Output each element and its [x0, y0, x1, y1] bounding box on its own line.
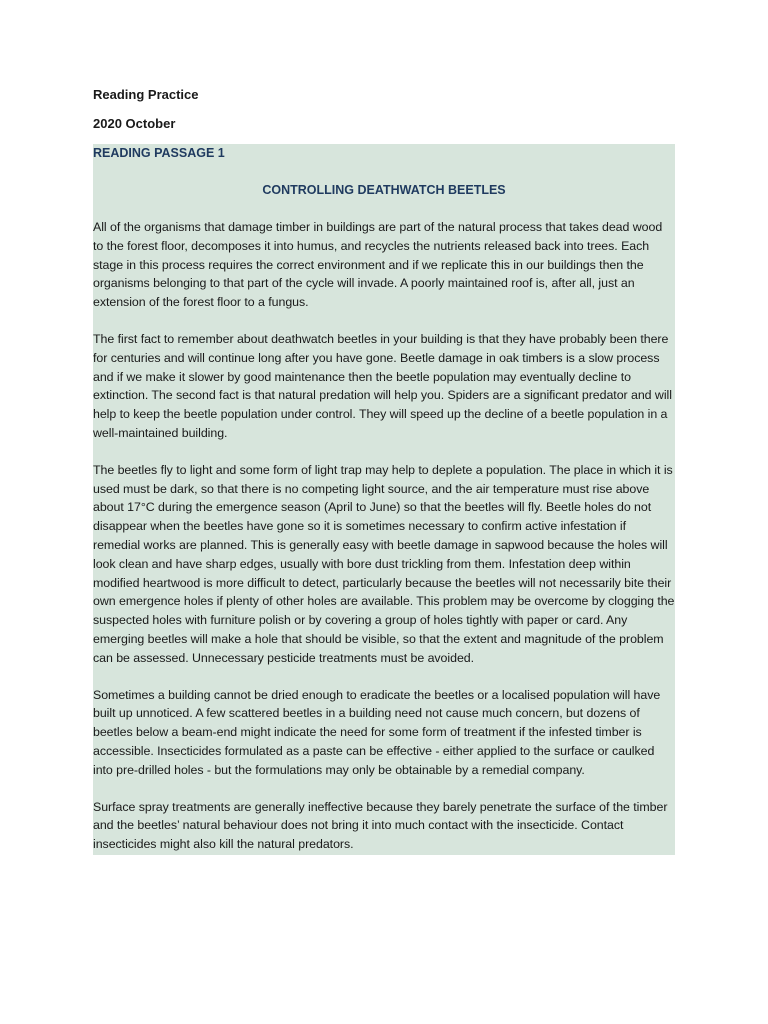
document-page: [93, 86, 675, 855]
passage-label: READING PASSAGE 1: [93, 146, 225, 160]
document-date: 2020 October: [93, 116, 176, 131]
document-title: Reading Practice: [93, 87, 199, 102]
passage-paragraph-4: Sometimes a building cannot be dried enough to eradicate the beetles or a localised population will have built up unnoticed. A few scattered beetles in a building need not cause much concern, but dozens of beetles below a beam-end might indicate the need for some form of treatment if the infested timber is accessible. Insecticides formulated as a paste can be effective - either applied to the surface or caulked into pre-drilled holes - but the formulations may only be obtainable by a remedial company.: [93, 687, 661, 777]
reading-passage: [93, 144, 675, 855]
passage-paragraph-1: All of the organisms that damage timber in buildings are part of the natural process that takes dead wood to the forest floor, decomposes it into humus, and recycles the nutrients released back into trees. Each stage in this process requires the correct environment and if we replicate this in our buildings then the organisms belonging to that part of the cycle will invade. A poorly maintained roof is, after all, just an extension of the forest floor to a fungus.: [93, 220, 663, 310]
passage-paragraph-5: Surface spray treatments are generally ineffective because they barely penetrate the surface of the timber and the beetles’ natural behaviour does not bring it into much contact with the insecticide. Contact insecticides might also kill the natural predators.: [93, 799, 668, 852]
passage-title: CONTROLLING DEATHWATCH BEETLES: [262, 183, 506, 197]
passage-paragraph-3: The beetles fly to light and some form of light trap may help to deplete a population. The place in which it is used must be dark, so that there is no competing light source, and the air temperature must rise above about 17°C during the emergence season (April to June) so that the beetles will fly. Beetle holes do not disappear when the beetles have gone so it is sometimes necessary to confirm active infestation if remedial works are planned. This is generally easy with beetle damage in sapwood because the holes will look clean and have sharp edges, usually with bore dust trickling from them. Infestation deep within modified heartwood is more difficult to detect, particularly because the beetles will not necessarily bite their own emergence holes if plenty of other holes are available. This problem may be overcome by clogging the suspected holes with furniture polish or by covering a group of holes tightly with paper or card. Any emerging beetles will make a hole that should be visible, so that the extent and magnitude of the problem can be assessed. Unnecessary pesticide treatments must be avoided.: [93, 462, 675, 665]
passage-paragraph-2: The first fact to remember about deathwatch beetles in your building is that they have probably been there for centuries and will continue long after you have gone. Beetle damage in oak timbers is a slow process and if we make it slower by good maintenance then the beetle population may eventually decline to extinction. The second fact is that natural predation will help you. Spiders are a significant predator and will help to keep the beetle population under control. They will speed up the decline of a beetle population in a well-maintained building.: [93, 331, 672, 440]
